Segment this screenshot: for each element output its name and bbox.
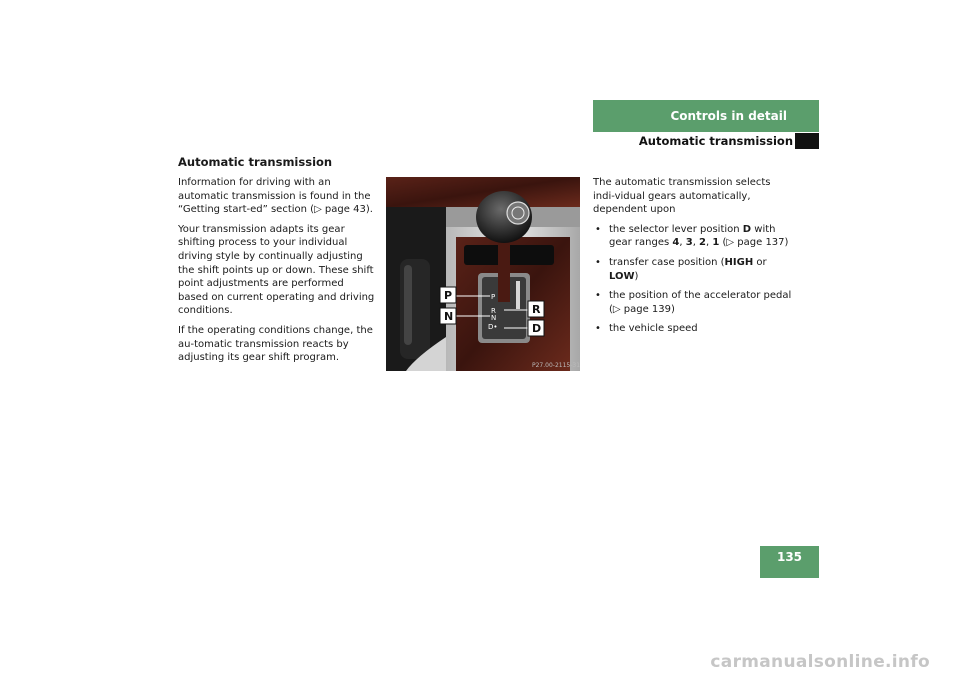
subsection-title: Automatic transmission xyxy=(638,134,793,148)
page-heading: Automatic transmission xyxy=(178,155,333,169)
paragraph: Your transmission adapts its gear shifting process to your individual driving style by continually adjusting the shift points up or down. These shift point adjustments are performed based on current operating and driving conditions. xyxy=(178,223,375,317)
paragraph: If the operating conditions change, the au-tomatic transmission reacts by adjusting its gear shift program. xyxy=(178,324,373,364)
gear-selector-photo xyxy=(386,177,580,371)
right-column xyxy=(593,176,793,342)
list-item: • the selector lever position D with gear ranges 4, 3, 2, 1 (▷ page 137) xyxy=(593,223,793,250)
gear-selector-illustration xyxy=(386,177,580,371)
watermark: carmanualsonline.info xyxy=(710,652,930,672)
list-item: • the vehicle speed xyxy=(593,322,793,336)
gate-label-d: D• xyxy=(488,323,498,331)
list-item: • the position of the accelerator pedal (▷ page 139) xyxy=(593,289,793,316)
image-code: P27.00-2115-31 xyxy=(532,362,580,369)
factor-list xyxy=(593,223,793,336)
callout-n: N xyxy=(444,310,454,323)
section-title: Controls in detail xyxy=(670,109,787,123)
section-header xyxy=(593,100,819,132)
intro-paragraph: The automatic transmission selects indi-vidual gears automatically, dependent upon xyxy=(593,177,771,216)
page-number: 135 xyxy=(760,546,819,578)
paragraph: Information for driving with an automatic transmission is found in the “Getting start-ed” section (▷ page 43). xyxy=(178,177,373,216)
gate-label-n: N xyxy=(491,314,497,322)
gate-label-p: P xyxy=(491,293,496,301)
callout-r: R xyxy=(532,303,541,316)
callout-p: P xyxy=(444,289,453,302)
list-item: • transfer case position (HIGH or LOW) xyxy=(593,256,793,283)
subsection-marker xyxy=(795,133,819,149)
callout-d: D xyxy=(532,322,542,335)
gate-label-r: R xyxy=(491,307,496,315)
left-column xyxy=(178,176,376,371)
